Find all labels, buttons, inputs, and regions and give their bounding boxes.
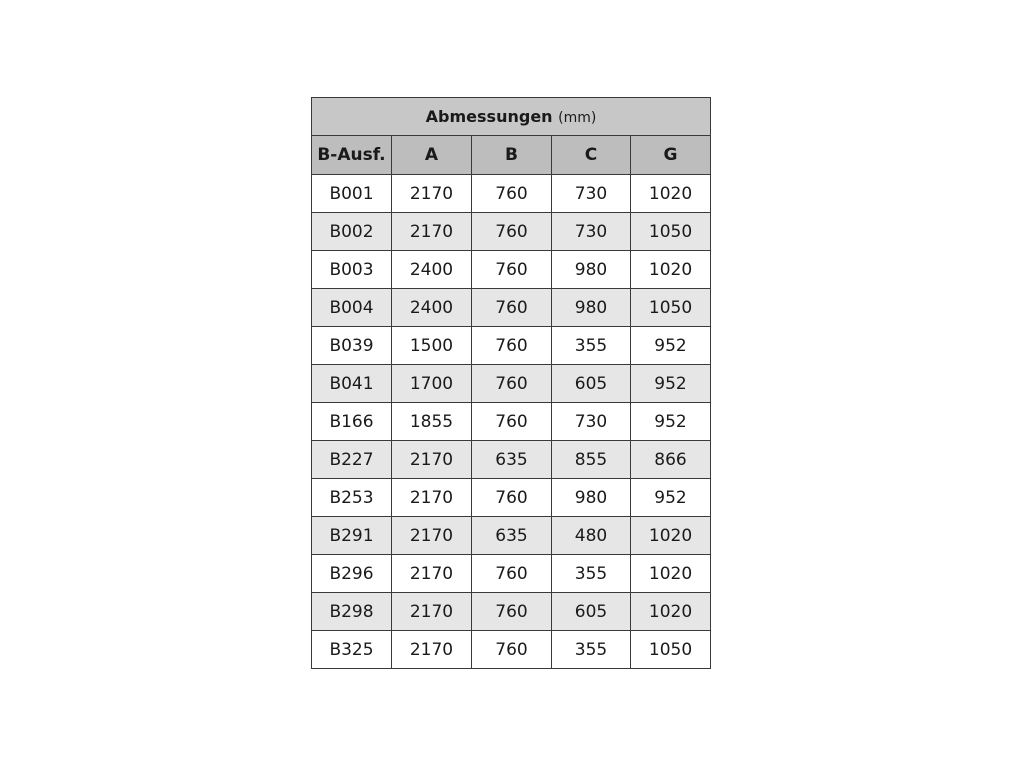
value-cell: 760 — [472, 327, 552, 365]
column-header-3: C — [552, 136, 631, 175]
value-cell: 1020 — [631, 593, 711, 631]
table-row — [312, 479, 711, 517]
value-cell: 980 — [552, 289, 631, 327]
table-row — [312, 517, 711, 555]
value-cell: 760 — [472, 555, 552, 593]
row-label-cell: B298 — [312, 593, 392, 631]
row-label-cell: B001 — [312, 175, 392, 213]
dimensions-sheet — [311, 97, 710, 669]
value-cell: 952 — [631, 365, 711, 403]
table-row — [312, 365, 711, 403]
row-label-cell: B039 — [312, 327, 392, 365]
table-body — [312, 175, 711, 669]
row-label-cell: B004 — [312, 289, 392, 327]
table-title — [312, 98, 711, 136]
row-label-cell: B166 — [312, 403, 392, 441]
value-cell: 1050 — [631, 213, 711, 251]
value-cell: 2400 — [392, 251, 472, 289]
value-cell: 855 — [552, 441, 631, 479]
row-label-cell: B253 — [312, 479, 392, 517]
value-cell: 1050 — [631, 631, 711, 669]
value-cell: 1700 — [392, 365, 472, 403]
row-label-cell: B296 — [312, 555, 392, 593]
value-cell: 1020 — [631, 175, 711, 213]
value-cell: 2170 — [392, 555, 472, 593]
table-row — [312, 631, 711, 669]
value-cell: 760 — [472, 289, 552, 327]
table-title-text: Abmessungen — [425, 107, 553, 126]
value-cell: 2170 — [392, 479, 472, 517]
value-cell: 866 — [631, 441, 711, 479]
value-cell: 980 — [552, 479, 631, 517]
value-cell: 605 — [552, 365, 631, 403]
table-row — [312, 555, 711, 593]
value-cell: 730 — [552, 403, 631, 441]
value-cell: 952 — [631, 327, 711, 365]
value-cell: 952 — [631, 479, 711, 517]
row-label-cell: B227 — [312, 441, 392, 479]
table-row — [312, 327, 711, 365]
column-header-1: A — [392, 136, 472, 175]
value-cell: 1020 — [631, 517, 711, 555]
value-cell: 760 — [472, 251, 552, 289]
table-row — [312, 175, 711, 213]
value-cell: 1855 — [392, 403, 472, 441]
row-label-cell: B291 — [312, 517, 392, 555]
value-cell: 760 — [472, 175, 552, 213]
value-cell: 760 — [472, 213, 552, 251]
value-cell: 952 — [631, 403, 711, 441]
value-cell: 980 — [552, 251, 631, 289]
table-row — [312, 289, 711, 327]
value-cell: 760 — [472, 631, 552, 669]
value-cell: 1020 — [631, 251, 711, 289]
value-cell: 1020 — [631, 555, 711, 593]
value-cell: 480 — [552, 517, 631, 555]
value-cell: 760 — [472, 403, 552, 441]
column-header-4: G — [631, 136, 711, 175]
value-cell: 605 — [552, 593, 631, 631]
value-cell: 1050 — [631, 289, 711, 327]
value-cell: 355 — [552, 631, 631, 669]
table-title-unit: (mm) — [558, 110, 597, 126]
row-label-cell: B003 — [312, 251, 392, 289]
dimensions-table — [311, 97, 711, 669]
value-cell: 635 — [472, 517, 552, 555]
value-cell: 2170 — [392, 631, 472, 669]
value-cell: 730 — [552, 213, 631, 251]
value-cell: 635 — [472, 441, 552, 479]
row-label-cell: B002 — [312, 213, 392, 251]
value-cell: 2170 — [392, 441, 472, 479]
table-row — [312, 441, 711, 479]
value-cell: 355 — [552, 555, 631, 593]
value-cell: 355 — [552, 327, 631, 365]
value-cell: 730 — [552, 175, 631, 213]
value-cell: 1500 — [392, 327, 472, 365]
value-cell: 2170 — [392, 517, 472, 555]
table-row — [312, 213, 711, 251]
row-label-cell: B325 — [312, 631, 392, 669]
value-cell: 2400 — [392, 289, 472, 327]
value-cell: 2170 — [392, 213, 472, 251]
column-header-2: B — [472, 136, 552, 175]
row-label-cell: B041 — [312, 365, 392, 403]
table-row — [312, 251, 711, 289]
column-header-0: B-Ausf. — [312, 136, 392, 175]
column-header-row — [312, 136, 711, 175]
value-cell: 760 — [472, 479, 552, 517]
table-row — [312, 593, 711, 631]
value-cell: 2170 — [392, 593, 472, 631]
value-cell: 760 — [472, 365, 552, 403]
table-row — [312, 403, 711, 441]
value-cell: 760 — [472, 593, 552, 631]
value-cell: 2170 — [392, 175, 472, 213]
table-title-row — [312, 98, 711, 136]
